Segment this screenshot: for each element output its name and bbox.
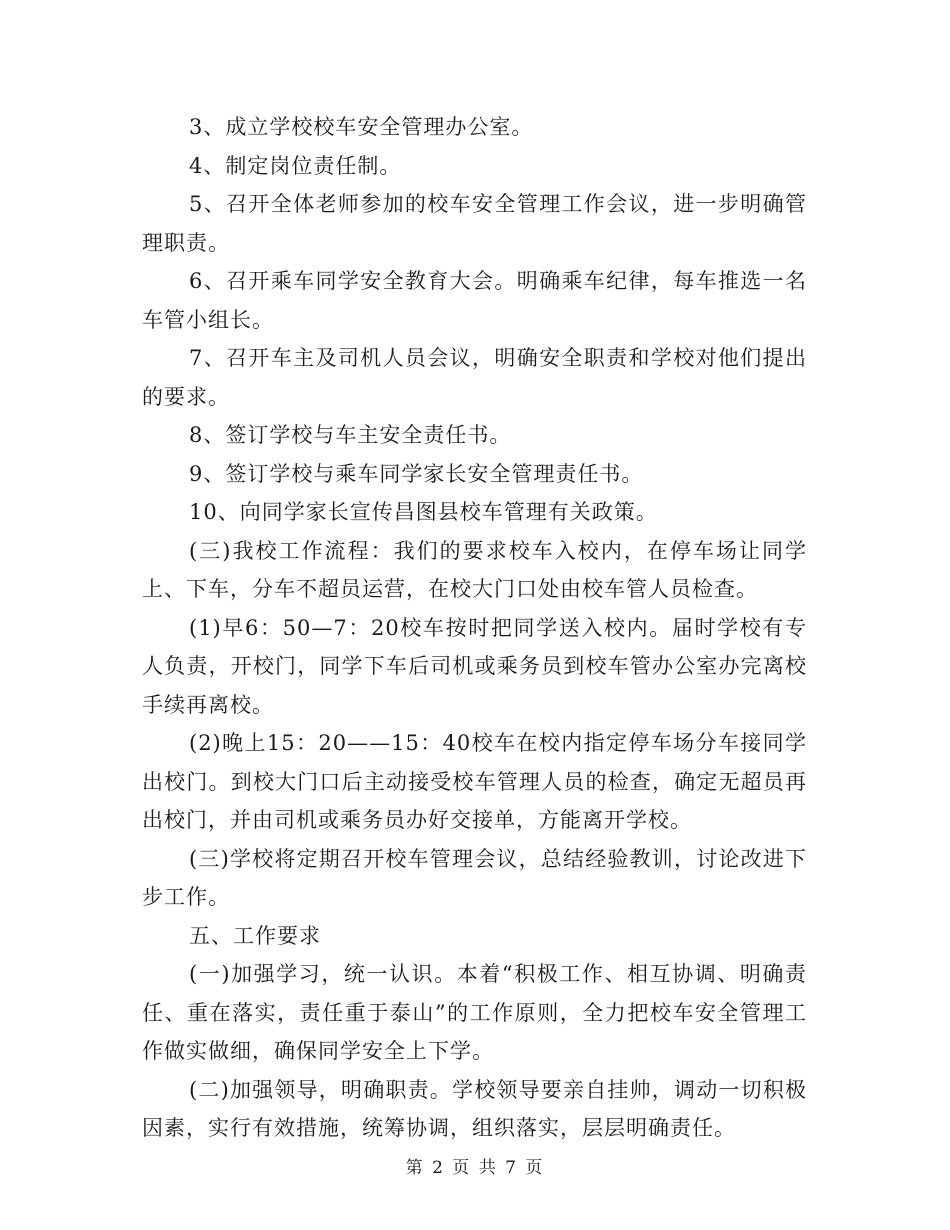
paragraph: 9、签订学校与乘车同学家长安全管理责任书。 [189,461,644,486]
section-heading: 五、工作要求 [189,923,321,948]
paragraph: 10、向同学家长宣传昌图县校车管理有关政策。 [189,500,658,524]
page-number-footer: 第 2 页 共 7 页 [405,1158,545,1178]
paragraph: 8、签订学校与车主安全责任书。 [189,423,512,447]
paragraph: 3、成立学校校车安全管理办公室。 [189,115,534,139]
paragraph: (三)我校工作流程：我们的要求校车入校内，在停车场让同学上、下车，分车不超员运营，在校大门口处由校车管人员检查。 [142,538,807,601]
paragraph: (1)早6：50—7：20校车按时把同学送入校内。届时学校有专人负责，开校门，同学下车后司机或乘务员到校车管办公室办完离校手续再离校。 [142,615,807,717]
paragraph: 7、召开车主及司机人员会议，明确安全职责和学校对他们提出的要求。 [142,346,807,409]
paragraph: 4、制定岗位责任制。 [189,153,402,178]
paragraph: (二)加强领导，明确职责。学校领导要亲自挂帅，调动一切积极因素，实行有效措施，统筹协调，组织落实，层层明确责任。 [142,1077,807,1140]
paragraph: (2)晚上15：20——15：40校车在校内指定停车场分车接同学出校门。到校大门口后主动接受校车管理人员的检查，确定无超员再出校门，并由司机或乘务员办好交接单，方能离开学校。 [142,731,807,832]
paragraph: (三)学校将定期召开校车管理会议，总结经验教训，讨论改进下步工作。 [142,846,807,909]
paragraph: (一)加强学习，统一认识。本着“积极工作、相互协调、明确责任、重在落实，责任重于泰山”的工作原则，全力把校车安全管理工作做实做细，确保同学安全上下学。 [142,962,807,1063]
document-body [142,108,807,1148]
paragraph: 5、召开全体老师参加的校车安全管理工作会议，进一步明确管理职责。 [142,192,807,255]
paragraph: 6、召开乘车同学安全教育大会。明确乘车纪律，每车推选一名车管小组长。 [142,269,807,332]
